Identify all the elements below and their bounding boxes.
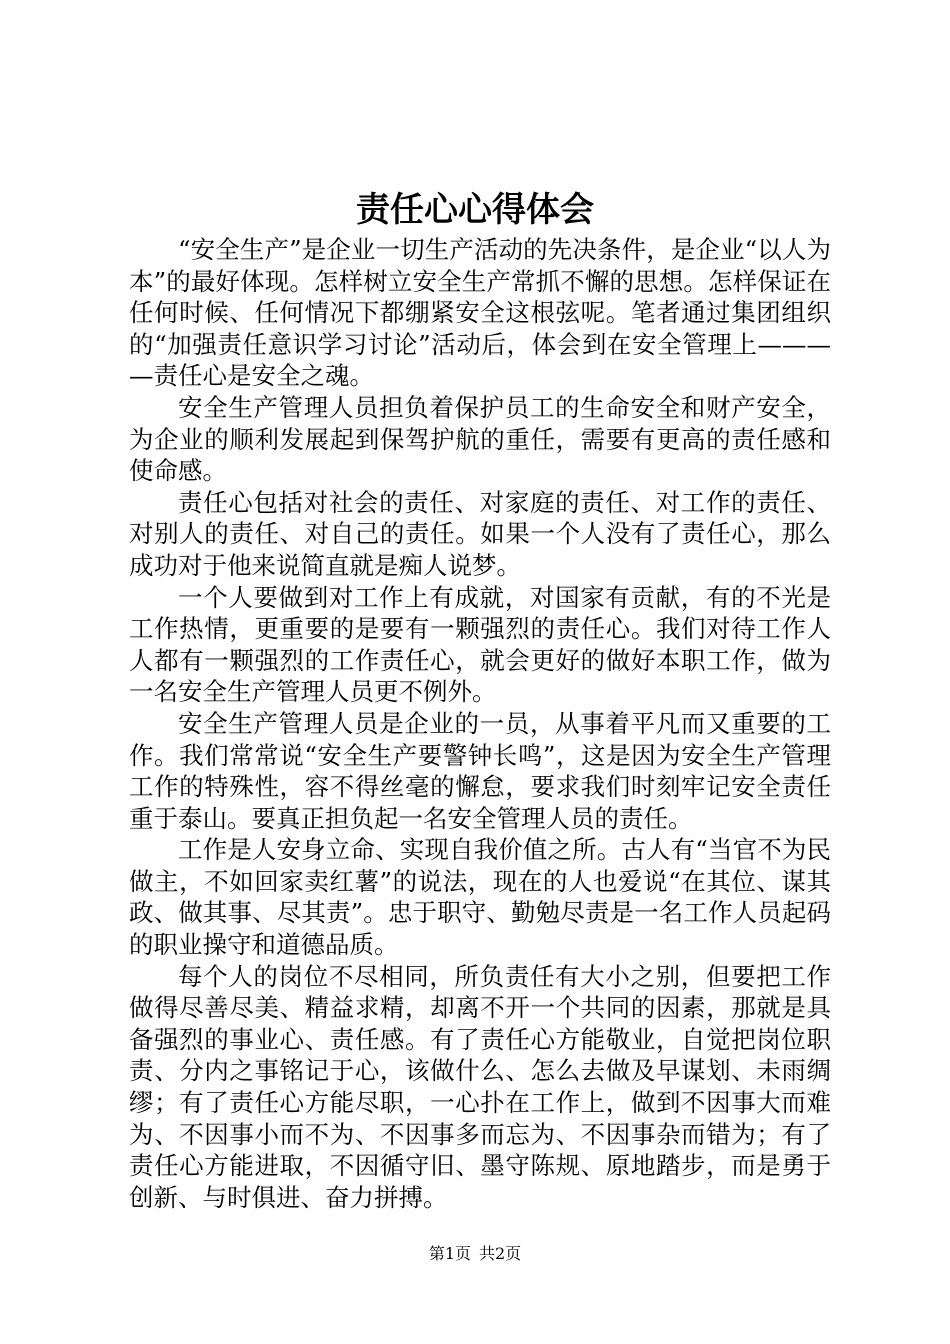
paragraph-4: 一个人要做到对工作上有成就，对国家有贡献，有的不光是工作热情，更重要的是要有一颗强烈的责任心。我们对待工作人人都有一颗强烈的工作责任心，就会更好的做好本职工作，做为一名安全生产管理人员更不例外。 xyxy=(129,582,831,707)
paragraph-1: “安全生产”是企业一切生产活动的先决条件，是企业“以人为本”的最好体现。怎样树立安全生产常抓不懈的思想。怎样保证在任何时候、任何情况下都绷紧安全这根弦呢。笔者通过集团组织的“加强责任意识学习讨论”活动后，体会到在安全管理上————责任心是安全之魂。 xyxy=(129,235,831,391)
paragraph-7: 每个人的岗位不尽相同，所负责任有大小之别，但要把工作做得尽善尽美、精益求精，却离不开一个共同的因素，那就是具备强烈的事业心、责任感。有了责任心方能敬业，自觉把岗位职责、分内之事铭记于心，该做什么、怎么去做及早谋划、未雨绸缪；有了责任心方能尽职，一心扑在工作上，做到不因事大而难为、不因事小而不为、不因事多而忘为、不因事杂而错为；有了责任心方能进取，不因循守旧、墨守陈规、原地踏步，而是勇于创新、与时俱进、奋力拼搏。 xyxy=(129,961,831,1212)
document-title: 责任心心得体会 xyxy=(356,190,594,230)
paragraph-2: 安全生产管理人员担负着保护员工的生命安全和财产安全，为企业的顺利发展起到保驾护航的重任，需要有更高的责任感和使命感。 xyxy=(129,392,831,486)
paragraph-3: 责任心包括对社会的责任、对家庭的责任、对工作的责任、对别人的责任、对自己的责任。如果一个人没有了责任心，那么成功对于他来说简直就是痴人说梦。 xyxy=(129,487,831,580)
page-number: 第1页 xyxy=(428,1244,471,1263)
paragraph-5: 安全生产管理人员是企业的一员，从事着平凡而又重要的工作。我们常常说“安全生产要警钟长鸣”，这是因为安全生产管理工作的特殊性，容不得丝毫的懈怠，要求我们时刻牢记安全责任重于泰山。要真正担负起一名安全管理人员的责任。 xyxy=(129,708,831,833)
page-total: 共2页 xyxy=(479,1244,522,1263)
document-body xyxy=(129,234,831,1213)
paragraph-6: 工作是人安身立命、实现自我价值之所。古人有“当官不为民做主，不如回家卖红薯”的说法，现在的人也爱说“在其位、谋其政、做其事、尽其责”。忠于职守、勤勉尽责是一名工作人员起码的职业操守和道德品质。 xyxy=(129,835,831,960)
page-footer xyxy=(0,1243,950,1265)
